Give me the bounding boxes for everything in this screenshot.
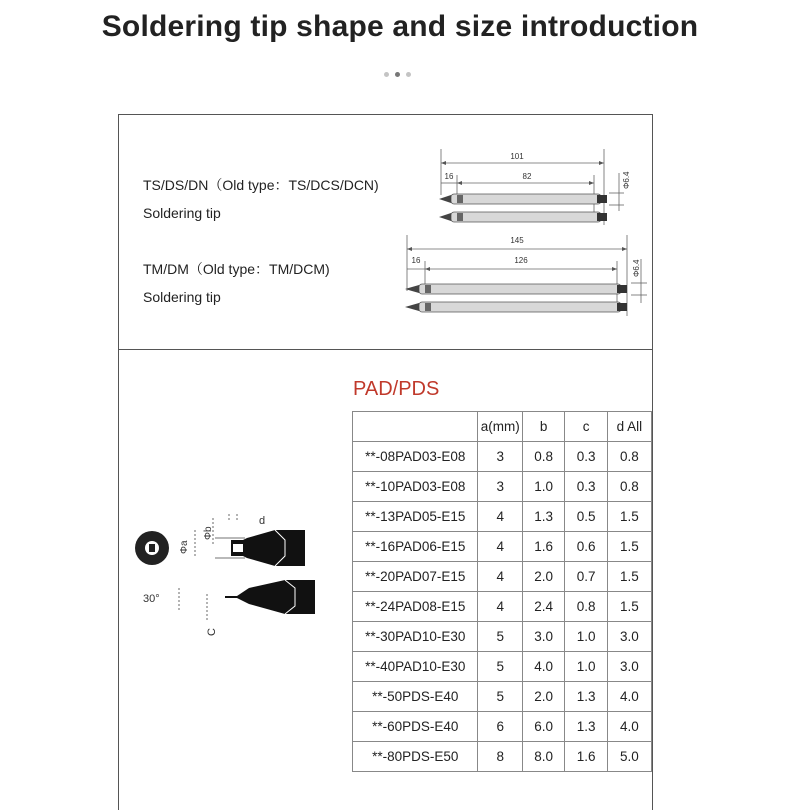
cell-b: 1.6	[522, 532, 564, 562]
page-title: Soldering tip shape and size introduction	[101, 10, 699, 43]
table-row	[353, 652, 652, 682]
cell-d: 0.8	[607, 442, 651, 472]
dim-diameter-label: Φ6.4	[622, 171, 631, 189]
cell-c: 1.0	[565, 622, 607, 652]
table-row	[353, 472, 652, 502]
cell-a: 8	[478, 742, 522, 772]
cell-b: 0.8	[522, 442, 564, 472]
cell-b: 4.0	[522, 652, 564, 682]
tip-description-tm	[143, 255, 330, 311]
cell-d: 1.5	[607, 562, 651, 592]
cell-a: 5	[478, 652, 522, 682]
cell-a: 5	[478, 682, 522, 712]
cell-c: 0.3	[565, 472, 607, 502]
cell-a: 6	[478, 712, 522, 742]
table-header-row	[353, 412, 652, 442]
tip-description-ts	[143, 171, 379, 227]
carousel-dots	[384, 72, 411, 77]
cell-a: 4	[478, 532, 522, 562]
pad-tip-profile-drawing	[125, 510, 345, 640]
cell-model: **-80PDS-E50	[353, 742, 478, 772]
cell-d: 1.5	[607, 532, 651, 562]
cell-b: 6.0	[522, 712, 564, 742]
cell-model: **-08PAD03-E08	[353, 442, 478, 472]
cell-c: 0.8	[565, 592, 607, 622]
pad-pds-spec-table	[352, 411, 652, 772]
dim-body-label: 126	[514, 256, 528, 265]
cell-d: 4.0	[607, 682, 651, 712]
table-row	[353, 502, 652, 532]
dim-total-label: 145	[510, 236, 524, 245]
tm-tip-dimension-drawing	[399, 231, 649, 321]
cell-c: 1.3	[565, 682, 607, 712]
dim-total-label: 101	[510, 152, 524, 161]
table-row	[353, 742, 652, 772]
table-row	[353, 562, 652, 592]
cell-d: 1.5	[607, 592, 651, 622]
dim-tip-label: 16	[444, 172, 454, 181]
table-row	[353, 682, 652, 712]
cell-d: 3.0	[607, 622, 651, 652]
cell-c: 1.3	[565, 712, 607, 742]
cell-b: 2.4	[522, 592, 564, 622]
cell-model: **-24PAD08-E15	[353, 592, 478, 622]
pad-pds-title: PAD/PDS	[353, 378, 440, 400]
col-header-d: d All	[607, 412, 651, 442]
cell-c: 0.6	[565, 532, 607, 562]
cell-b: 1.0	[522, 472, 564, 502]
tip-type-label: Soldering tip	[143, 205, 221, 221]
ts-tip-dimension-drawing	[429, 145, 649, 230]
cell-a: 4	[478, 562, 522, 592]
pad-pds-table-body	[353, 442, 652, 772]
dim-body-label: 82	[522, 172, 532, 181]
col-header-b: b	[522, 412, 564, 442]
col-header-a: a(mm)	[478, 412, 522, 442]
cell-model: **-13PAD05-E15	[353, 502, 478, 532]
table-row	[353, 442, 652, 472]
cell-model: **-20PAD07-E15	[353, 562, 478, 592]
cell-model: **-16PAD06-E15	[353, 532, 478, 562]
table-row	[353, 592, 652, 622]
dim-tip-label: 16	[411, 256, 421, 265]
cell-b: 1.3	[522, 502, 564, 532]
cell-a: 4	[478, 592, 522, 622]
cell-b: 8.0	[522, 742, 564, 772]
dim-diameter-label: Φ6.4	[632, 259, 641, 277]
tip-dimensions-panel	[118, 114, 653, 350]
table-row	[353, 712, 652, 742]
carousel-dot[interactable]	[384, 72, 389, 77]
tm-tip-drawing	[405, 284, 627, 312]
cell-a: 4	[478, 502, 522, 532]
cell-b: 3.0	[522, 622, 564, 652]
tip-model-label: TM/DM（Old type：TM/DCM)	[143, 261, 330, 277]
ts-tip-drawing	[439, 194, 607, 222]
cell-b: 2.0	[522, 562, 564, 592]
cell-model: **-10PAD03-E08	[353, 472, 478, 502]
cell-a: 5	[478, 622, 522, 652]
carousel-dot-active[interactable]	[395, 72, 400, 77]
cell-c: 0.5	[565, 502, 607, 532]
cell-a: 3	[478, 442, 522, 472]
cell-c: 1.6	[565, 742, 607, 772]
cell-d: 3.0	[607, 652, 651, 682]
cell-model: **-50PDS-E40	[353, 682, 478, 712]
col-header-model	[353, 412, 478, 442]
pad-pds-panel	[118, 350, 653, 810]
cell-model: **-40PAD10-E30	[353, 652, 478, 682]
cell-model: **-30PAD10-E30	[353, 622, 478, 652]
cell-c: 0.7	[565, 562, 607, 592]
table-row	[353, 532, 652, 562]
cell-a: 3	[478, 472, 522, 502]
cell-c: 0.3	[565, 442, 607, 472]
cell-d: 4.0	[607, 712, 651, 742]
dim-c-label: C	[206, 628, 218, 636]
cell-d: 1.5	[607, 502, 651, 532]
tip-model-label: TS/DS/DN（Old type：TS/DCS/DCN)	[143, 177, 379, 193]
cell-b: 2.0	[522, 682, 564, 712]
carousel-dot[interactable]	[406, 72, 411, 77]
cell-d: 0.8	[607, 472, 651, 502]
tip-type-label: Soldering tip	[143, 289, 221, 305]
col-header-c: c	[565, 412, 607, 442]
dim-angle-label: 30°	[143, 593, 160, 605]
dim-a-label: Φa	[179, 540, 190, 554]
table-row	[353, 622, 652, 652]
dim-d-label: d	[259, 515, 266, 527]
dim-b-label: Φb	[203, 526, 214, 540]
cell-c: 1.0	[565, 652, 607, 682]
cell-d: 5.0	[607, 742, 651, 772]
cell-model: **-60PDS-E40	[353, 712, 478, 742]
